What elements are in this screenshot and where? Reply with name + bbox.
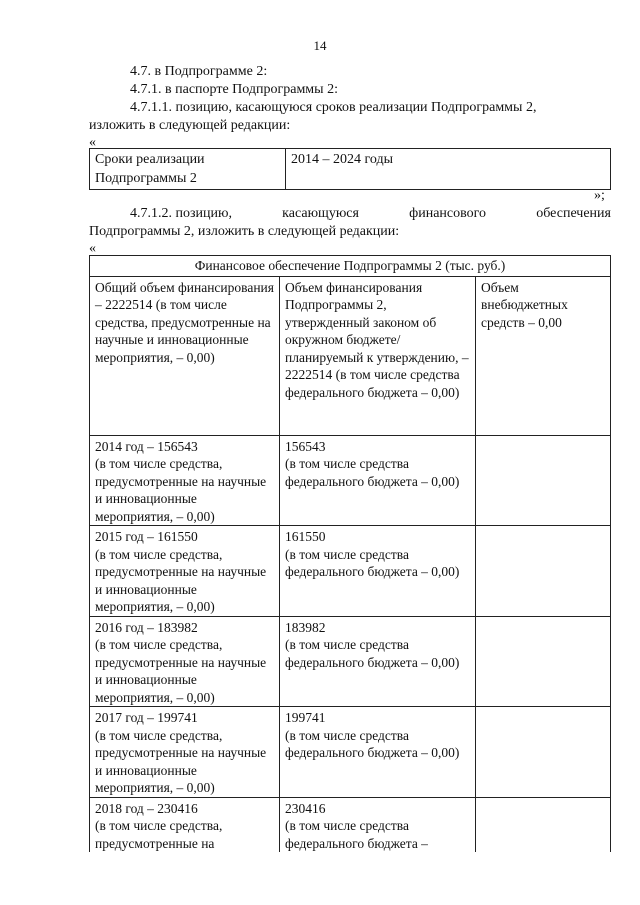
amount-cell bbox=[280, 616, 476, 707]
year-note: (в том числе средства, предусмотренные на bbox=[95, 818, 223, 851]
amount-cell bbox=[280, 526, 476, 617]
word: обеспечения bbox=[536, 206, 611, 221]
table-row bbox=[90, 435, 611, 526]
amount-value: 156543 bbox=[285, 438, 326, 454]
empty-cell bbox=[476, 797, 611, 852]
year-total: 2015 год – 161550 bbox=[95, 529, 198, 544]
table-title-row bbox=[90, 256, 611, 277]
amount-cell bbox=[280, 707, 476, 798]
amount-note: (в том числе средства федерального бюджета – bbox=[285, 818, 428, 851]
amount-value: 183982 bbox=[285, 619, 326, 635]
table-header-row bbox=[90, 276, 611, 435]
finance-table-title: Финансовое обеспечение Подпрограммы 2 (тыс. руб.) bbox=[90, 256, 611, 277]
table-row bbox=[90, 149, 611, 190]
term-table bbox=[89, 148, 611, 190]
item-4-7: 4.7. в Подпрограмме 2: bbox=[130, 64, 268, 79]
amount-cell bbox=[280, 435, 476, 526]
budget-financing-cell: Объем финансирования Подпрограммы 2, утвержденный законом об окружном бюджете/планируемый к утверждению, – 2222514 (в том числе средства федерального бюджета – 0,00) bbox=[280, 276, 476, 435]
year-note: (в том числе средства, предусмотренные на научные и инновационные мероприятия, – 0,00) bbox=[95, 456, 267, 524]
year-cell bbox=[90, 526, 280, 617]
open-quote-2: « bbox=[89, 241, 96, 256]
empty-cell bbox=[476, 435, 611, 526]
page-number: 14 bbox=[313, 38, 327, 53]
close-quote-1: »; bbox=[594, 188, 605, 203]
amount-note: (в том числе средства федерального бюджета – 0,00) bbox=[285, 546, 460, 579]
finance-table bbox=[89, 255, 611, 852]
amount-value: 199741 bbox=[285, 710, 326, 725]
year-total: 2018 год – 230416 bbox=[95, 800, 198, 816]
item-4-7-1-1-line2: изложить в следующей редакции: bbox=[89, 118, 291, 133]
amount-note: (в том числе средства федерального бюджета – 0,00) bbox=[285, 456, 460, 489]
table-row bbox=[90, 616, 611, 707]
amount-value: 161550 bbox=[285, 529, 326, 544]
word: финансового bbox=[409, 206, 487, 221]
extra-budget-cell: Объем внебюджетных средств – 0,00 bbox=[476, 276, 611, 435]
amount-note: (в том числе средства федерального бюджета – 0,00) bbox=[285, 727, 460, 760]
item-4-7-1-2-line2: Подпрограммы 2, изложить в следующей редакции: bbox=[89, 224, 400, 239]
item-4-7-1: 4.7.1. в паспорте Подпрограммы 2: bbox=[130, 82, 338, 97]
year-cell bbox=[90, 435, 280, 526]
word: 4.7.1.2. позицию, bbox=[130, 206, 232, 221]
total-financing-cell: Общий объем финансирования – 2222514 (в том числе средства, предусмотренные на научные и инновационные мероприятия, – 0,00) bbox=[90, 276, 280, 435]
amount-note: (в том числе средства федерального бюджета – 0,00) bbox=[285, 637, 460, 670]
year-total: 2016 год – 183982 bbox=[95, 619, 198, 635]
word: касающуюся bbox=[282, 206, 359, 221]
year-note: (в том числе средства, предусмотренные на научные и инновационные мероприятия, – 0,00) bbox=[95, 546, 267, 614]
table-row bbox=[90, 707, 611, 798]
year-total: 2017 год – 199741 bbox=[95, 710, 198, 725]
term-value: 2014 – 2024 годы bbox=[286, 149, 611, 190]
item-4-7-1-2-line1 bbox=[130, 205, 611, 223]
amount-cell bbox=[280, 797, 476, 852]
empty-cell bbox=[476, 616, 611, 707]
term-label: Сроки реализации Подпрограммы 2 bbox=[90, 149, 286, 190]
year-cell bbox=[90, 797, 280, 852]
table-row bbox=[90, 526, 611, 617]
open-quote-1: « bbox=[89, 135, 96, 150]
amount-value: 230416 bbox=[285, 800, 326, 816]
year-cell bbox=[90, 616, 280, 707]
year-total: 2014 год – 156543 bbox=[95, 438, 198, 454]
year-note: (в том числе средства, предусмотренные на научные и инновационные мероприятия, – 0,00) bbox=[95, 637, 267, 705]
item-4-7-1-1-line1: 4.7.1.1. позицию, касающуюся сроков реализации Подпрограммы 2, bbox=[130, 100, 537, 115]
empty-cell bbox=[476, 526, 611, 617]
empty-cell bbox=[476, 707, 611, 798]
year-cell bbox=[90, 707, 280, 798]
year-note: (в том числе средства, предусмотренные на научные и инновационные мероприятия, – 0,00) bbox=[95, 727, 267, 795]
table-row bbox=[90, 797, 611, 852]
